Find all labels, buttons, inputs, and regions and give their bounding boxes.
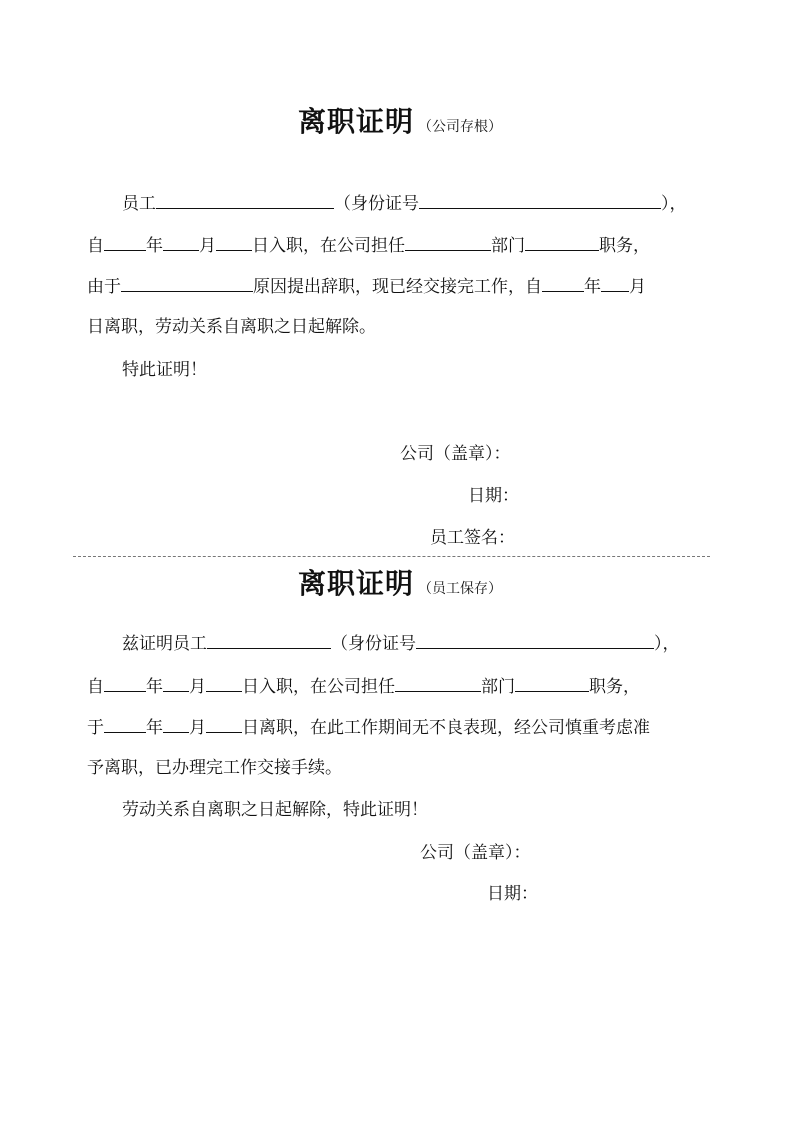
entry-year-blank[interactable] (104, 673, 146, 692)
top-title (0, 100, 800, 140)
dashed-cut-line (73, 556, 710, 557)
bottom-title (0, 562, 800, 602)
entry-day-blank[interactable] (206, 673, 242, 692)
top-title-subtitle: （公司存根） (418, 119, 502, 135)
department-blank[interactable] (395, 673, 481, 692)
top-signature-employee: 员工签名： (430, 528, 515, 548)
bottom-signature-company: 公司（盖章）： (420, 843, 531, 863)
employee-name-blank[interactable] (156, 190, 334, 209)
entry-month-blank[interactable] (163, 232, 199, 251)
leave-month-blank[interactable] (163, 714, 189, 733)
entry-day-blank[interactable] (216, 232, 252, 251)
bottom-paragraph-1: 兹证明员工 （身份证号 ）， (122, 630, 680, 656)
top-signature-company: 公司（盖章）： (400, 444, 511, 464)
top-paragraph-4: 日离职，劳动关系自离职之日起解除。 (87, 317, 376, 337)
bottom-title-subtitle: （员工保存） (418, 581, 502, 597)
bottom-paragraph-2: 自 年 月 日入职，在公司担任 部门 职务， (87, 673, 640, 699)
top-paragraph-1: 员工 （身份证号 ）， (122, 190, 687, 216)
bottom-title-main: 离职证明 (297, 567, 414, 600)
employee-name-blank[interactable] (207, 630, 331, 649)
leave-year-blank[interactable] (104, 714, 146, 733)
id-number-blank[interactable] (419, 190, 661, 209)
leave-year-blank[interactable] (542, 273, 584, 292)
entry-year-blank[interactable] (104, 232, 146, 251)
top-paragraph-2: 自 年 月 日入职，在公司担任 部门 职务， (87, 232, 650, 258)
position-blank[interactable] (525, 232, 599, 251)
top-signature-date: 日期： (468, 486, 519, 506)
bottom-paragraph-5: 劳动关系自离职之日起解除，特此证明！ (122, 800, 428, 820)
id-number-blank[interactable] (416, 630, 654, 649)
department-blank[interactable] (405, 232, 491, 251)
entry-month-blank[interactable] (163, 673, 189, 692)
leave-month-blank[interactable] (601, 273, 629, 292)
bottom-signature-date: 日期： (487, 884, 538, 904)
reason-blank[interactable] (121, 273, 253, 292)
bottom-paragraph-3: 于 年 月 日离职，在此工作期间无不良表现，经公司慎重考虑准 (87, 714, 650, 740)
position-blank[interactable] (515, 673, 589, 692)
top-title-main: 离职证明 (297, 105, 414, 138)
top-paragraph-5: 特此证明！ (122, 360, 207, 380)
leave-day-blank[interactable] (206, 714, 242, 733)
bottom-paragraph-4: 予离职，已办理完工作交接手续。 (87, 758, 342, 778)
top-paragraph-3: 由于 原因提出辞职，现已经交接完工作，自 年 月 (87, 273, 646, 299)
